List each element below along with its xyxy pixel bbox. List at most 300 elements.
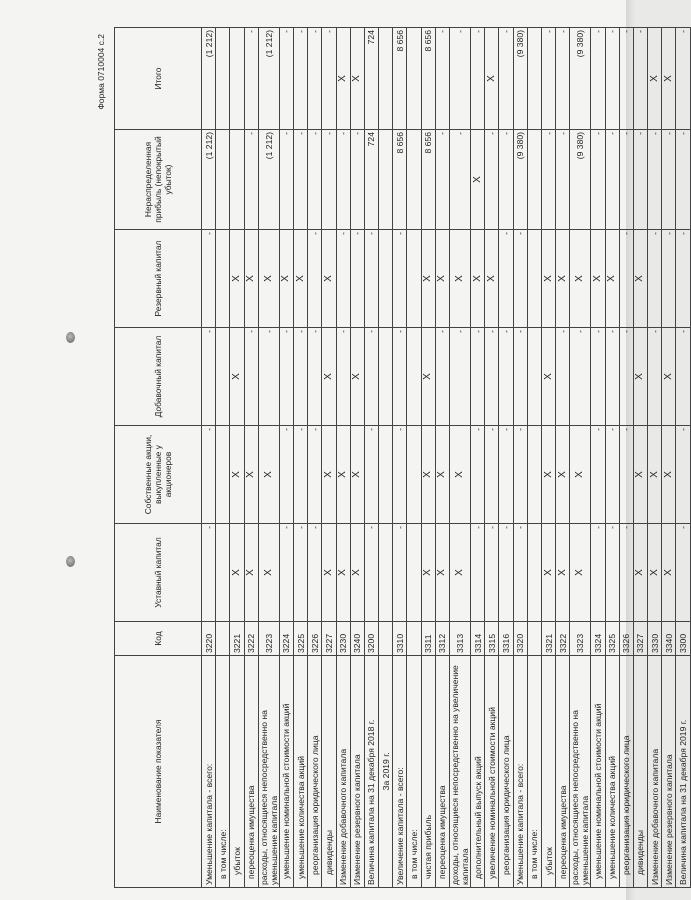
- row-value: X: [633, 426, 647, 524]
- row-value: -: [293, 28, 307, 130]
- row-name: Величина капитала на 31 декабря 2019 г.: [676, 656, 690, 888]
- row-code: 3230: [336, 622, 350, 656]
- table-row: [322, 28, 336, 888]
- table-row: [499, 28, 513, 888]
- row-name: чистая прибыль: [421, 656, 435, 888]
- row-value: -: [293, 524, 307, 622]
- row-value: [527, 426, 541, 524]
- row-value: X: [485, 230, 499, 328]
- row-value: -: [435, 328, 449, 426]
- row-value: [216, 328, 230, 426]
- row-value: -: [556, 130, 570, 230]
- table-row: [485, 28, 499, 888]
- row-value: -: [336, 328, 350, 426]
- row-value: -: [499, 28, 513, 130]
- row-value: -: [279, 28, 293, 130]
- row-name: Уменьшение капитала - всего:: [202, 656, 216, 888]
- row-value: X: [244, 426, 258, 524]
- row-value: -: [322, 130, 336, 230]
- row-value: -: [619, 328, 633, 426]
- row-value: [379, 426, 393, 524]
- row-value: -: [393, 328, 407, 426]
- row-value: -: [556, 328, 570, 426]
- row-value: X: [450, 230, 471, 328]
- row-value: -: [676, 230, 690, 328]
- row-value: [379, 130, 393, 230]
- row-code: 3326: [619, 622, 633, 656]
- row-value: -: [499, 426, 513, 524]
- row-value: 724: [364, 130, 378, 230]
- row-code: 3227: [322, 622, 336, 656]
- row-value: X: [258, 524, 279, 622]
- row-value: X: [541, 328, 555, 426]
- row-value: X: [556, 426, 570, 524]
- row-value: -: [499, 130, 513, 230]
- row-name: дополнительный выпуск акций: [471, 656, 485, 888]
- row-value: [407, 328, 421, 426]
- table-row: [407, 28, 421, 888]
- row-value: X: [350, 426, 364, 524]
- rotated-table-wrapper: [96, 28, 689, 888]
- row-name: реорганизация юридического лица: [499, 656, 513, 888]
- row-value: -: [485, 130, 499, 230]
- row-value: X: [258, 426, 279, 524]
- row-value: -: [308, 524, 322, 622]
- row-value: [379, 328, 393, 426]
- row-value: X: [350, 28, 364, 130]
- row-name: Увеличение капитала - всего:: [393, 656, 407, 888]
- row-code: 3225: [293, 622, 307, 656]
- table-row: [336, 28, 350, 888]
- row-value: -: [605, 28, 619, 130]
- row-value: (1 212): [258, 130, 279, 230]
- row-value: -: [364, 524, 378, 622]
- row-value: [216, 426, 230, 524]
- table-row: [676, 28, 690, 888]
- row-value: -: [605, 524, 619, 622]
- header-share-capital: Уставный капитал: [115, 524, 202, 622]
- row-name: дивиденды: [633, 656, 647, 888]
- row-code: 3221: [230, 622, 244, 656]
- row-value: X: [633, 524, 647, 622]
- row-code: 3240: [350, 622, 364, 656]
- row-value: X: [322, 426, 336, 524]
- row-value: 724: [364, 28, 378, 130]
- row-value: X: [471, 230, 485, 328]
- table-row: [279, 28, 293, 888]
- row-value: -: [485, 328, 499, 426]
- row-value: -: [676, 524, 690, 622]
- row-value: -: [591, 426, 605, 524]
- row-value: X: [556, 230, 570, 328]
- row-value: X: [556, 524, 570, 622]
- row-value: X: [541, 426, 555, 524]
- row-code: 3200: [364, 622, 378, 656]
- row-value: -: [279, 328, 293, 426]
- row-value: -: [591, 524, 605, 622]
- row-value: -: [450, 130, 471, 230]
- row-name: Изменение добавочного капитала: [336, 656, 350, 888]
- table-row: [216, 28, 230, 888]
- punch-hole: [66, 332, 75, 343]
- row-value: X: [421, 524, 435, 622]
- table-row: [633, 28, 647, 888]
- row-value: [407, 230, 421, 328]
- row-value: -: [619, 426, 633, 524]
- table-row: [308, 28, 322, 888]
- table-row: [662, 28, 676, 888]
- row-value: X: [322, 524, 336, 622]
- row-value: -: [308, 328, 322, 426]
- row-value: -: [499, 328, 513, 426]
- row-value: [527, 230, 541, 328]
- row-value: [407, 426, 421, 524]
- row-value: -: [605, 328, 619, 426]
- row-value: X: [591, 230, 605, 328]
- row-value: [216, 130, 230, 230]
- row-value: -: [336, 230, 350, 328]
- row-value: X: [541, 524, 555, 622]
- row-code: 3316: [499, 622, 513, 656]
- header-name: Наименование показателя: [115, 656, 202, 888]
- row-value: -: [279, 130, 293, 230]
- table-row: [435, 28, 449, 888]
- row-name: Величина капитала на 31 декабря 2018 г.: [364, 656, 378, 888]
- table-row: [450, 28, 471, 888]
- row-name: Изменение резервного капитала: [662, 656, 676, 888]
- row-value: -: [648, 130, 662, 230]
- row-value: -: [485, 524, 499, 622]
- row-value: -: [648, 328, 662, 426]
- row-value: X: [258, 230, 279, 328]
- row-value: [216, 524, 230, 622]
- row-value: -: [308, 426, 322, 524]
- row-code: 3315: [485, 622, 499, 656]
- row-name: убыток: [541, 656, 555, 888]
- row-value: X: [435, 230, 449, 328]
- row-value: (9 380): [570, 130, 591, 230]
- table-row: [541, 28, 555, 888]
- row-value: X: [662, 426, 676, 524]
- table-row: [364, 28, 378, 888]
- row-name: расходы, относящиеся непосредственно на уменьшение капитала: [570, 656, 591, 888]
- row-value: -: [350, 130, 364, 230]
- row-value: X: [421, 426, 435, 524]
- row-code: 3300: [676, 622, 690, 656]
- row-value: X: [605, 230, 619, 328]
- row-value: -: [393, 426, 407, 524]
- row-value: -: [364, 426, 378, 524]
- table-row: [556, 28, 570, 888]
- row-value: -: [293, 130, 307, 230]
- row-code: 3224: [279, 622, 293, 656]
- row-code: 3340: [662, 622, 676, 656]
- row-value: -: [308, 28, 322, 130]
- row-value: X: [322, 230, 336, 328]
- table-row: [421, 28, 435, 888]
- row-value: X: [230, 426, 244, 524]
- table-row: [244, 28, 258, 888]
- header-reserve-capital: Резервный капитал: [115, 230, 202, 328]
- row-value: X: [230, 230, 244, 328]
- row-value: [527, 130, 541, 230]
- row-name: реорганизация юридического лица: [619, 656, 633, 888]
- row-name: дивиденды: [322, 656, 336, 888]
- row-value: 8 656: [393, 130, 407, 230]
- row-value: [527, 524, 541, 622]
- row-value: [379, 230, 393, 328]
- row-value: -: [435, 28, 449, 130]
- row-value: -: [676, 28, 690, 130]
- row-code: 3223: [258, 622, 279, 656]
- row-value: [230, 28, 244, 130]
- row-value: [216, 28, 230, 130]
- row-value: 8 656: [421, 130, 435, 230]
- capital-changes-table: [114, 27, 691, 888]
- row-value: (1 212): [202, 28, 216, 130]
- row-value: -: [308, 230, 322, 328]
- table-row: [605, 28, 619, 888]
- row-name: переоценка имущества: [244, 656, 258, 888]
- row-name: в том числе:: [407, 656, 421, 888]
- row-value: -: [513, 230, 527, 328]
- row-value: -: [393, 524, 407, 622]
- row-value: -: [676, 328, 690, 426]
- row-value: -: [633, 28, 647, 130]
- row-value: X: [230, 524, 244, 622]
- row-value: -: [591, 328, 605, 426]
- row-value: X: [293, 230, 307, 328]
- row-value: -: [676, 426, 690, 524]
- row-value: -: [556, 28, 570, 130]
- row-name: Уменьшение капитала - всего:: [513, 656, 527, 888]
- table-header-row: [115, 28, 202, 888]
- table-row: [230, 28, 244, 888]
- header-code: Код: [115, 622, 202, 656]
- row-value: -: [244, 130, 258, 230]
- row-value: -: [513, 328, 527, 426]
- row-name: переоценка имущества: [556, 656, 570, 888]
- row-value: -: [662, 230, 676, 328]
- row-code: 3330: [648, 622, 662, 656]
- header-total: Итого: [115, 28, 202, 130]
- row-value: [527, 28, 541, 130]
- row-code: 3226: [308, 622, 322, 656]
- table-row: [527, 28, 541, 888]
- row-value: (1 212): [202, 130, 216, 230]
- row-value: X: [633, 230, 647, 328]
- row-value: 8 656: [421, 28, 435, 130]
- row-value: -: [308, 130, 322, 230]
- row-value: -: [279, 524, 293, 622]
- table-row: [570, 28, 591, 888]
- row-value: -: [293, 426, 307, 524]
- row-value: -: [541, 130, 555, 230]
- row-value: X: [336, 426, 350, 524]
- row-value: -: [619, 28, 633, 130]
- row-value: (9 380): [570, 28, 591, 130]
- table-row: [293, 28, 307, 888]
- header-additional-capital: Добавочный капитал: [115, 328, 202, 426]
- row-value: -: [676, 130, 690, 230]
- row-value: -: [633, 130, 647, 230]
- row-value: [527, 328, 541, 426]
- row-value: X: [450, 426, 471, 524]
- row-value: -: [471, 28, 485, 130]
- row-value: X: [662, 28, 676, 130]
- row-value: X: [421, 230, 435, 328]
- row-code: 3323: [570, 622, 591, 656]
- row-value: -: [648, 230, 662, 328]
- row-value: X: [421, 328, 435, 426]
- row-value: -: [605, 130, 619, 230]
- row-code: 3222: [244, 622, 258, 656]
- row-code: 3220: [202, 622, 216, 656]
- row-name: увеличение номинальной стоимости акций: [485, 656, 499, 888]
- row-value: -: [471, 426, 485, 524]
- row-value: -: [322, 28, 336, 130]
- punch-hole: [66, 556, 75, 567]
- row-value: [407, 524, 421, 622]
- row-value: -: [450, 28, 471, 130]
- row-name: доходы, относящиеся непосредственно на увеличение капитала: [450, 656, 471, 888]
- row-code: 3324: [591, 622, 605, 656]
- table-row: [202, 28, 216, 888]
- row-value: -: [605, 426, 619, 524]
- table-row: [648, 28, 662, 888]
- row-value: -: [336, 130, 350, 230]
- row-code: 3321: [541, 622, 555, 656]
- row-value: X: [322, 328, 336, 426]
- row-value: -: [202, 426, 216, 524]
- table-row: [591, 28, 605, 888]
- row-name: переоценка имущества: [435, 656, 449, 888]
- row-code: 3322: [556, 622, 570, 656]
- row-value: (9 380): [513, 130, 527, 230]
- row-name: реорганизация юридического лица: [308, 656, 322, 888]
- row-value: X: [648, 426, 662, 524]
- row-value: X: [336, 28, 350, 130]
- row-value: X: [450, 524, 471, 622]
- row-value: X: [662, 524, 676, 622]
- row-code: 3314: [471, 622, 485, 656]
- row-code: 3320: [513, 622, 527, 656]
- row-code: 3311: [421, 622, 435, 656]
- table-row: [513, 28, 527, 888]
- row-value: -: [202, 328, 216, 426]
- row-value: X: [435, 426, 449, 524]
- table-row: [350, 28, 364, 888]
- row-name: в том числе:: [216, 656, 230, 888]
- row-value: -: [499, 524, 513, 622]
- row-name: Изменение резервного капитала: [350, 656, 364, 888]
- row-value: X: [435, 524, 449, 622]
- row-value: X: [648, 524, 662, 622]
- row-code: 3325: [605, 622, 619, 656]
- row-value: X: [350, 524, 364, 622]
- row-value: -: [513, 426, 527, 524]
- row-value: -: [364, 328, 378, 426]
- row-value: X: [570, 524, 591, 622]
- row-value: X: [485, 28, 499, 130]
- row-value: X: [648, 28, 662, 130]
- row-code: [527, 622, 541, 656]
- table-row: [471, 28, 485, 888]
- row-value: X: [230, 328, 244, 426]
- row-value: -: [393, 230, 407, 328]
- row-name: уменьшение количества акций: [605, 656, 619, 888]
- table-row: [619, 28, 633, 888]
- row-value: [407, 130, 421, 230]
- row-value: X: [662, 328, 676, 426]
- row-value: -: [591, 28, 605, 130]
- row-value: X: [336, 524, 350, 622]
- row-name: уменьшение номинальной стоимости акций: [279, 656, 293, 888]
- row-value: [216, 230, 230, 328]
- row-value: X: [350, 328, 364, 426]
- row-value: -: [541, 28, 555, 130]
- row-value: X: [633, 328, 647, 426]
- row-name: в том числе:: [527, 656, 541, 888]
- row-value: X: [541, 230, 555, 328]
- row-value: (9 380): [513, 28, 527, 130]
- row-name: уменьшение номинальной стоимости акций: [591, 656, 605, 888]
- row-value: -: [591, 130, 605, 230]
- row-value: -: [350, 230, 364, 328]
- row-value: -: [435, 130, 449, 230]
- table-row: [393, 28, 407, 888]
- row-value: -: [570, 328, 591, 426]
- row-value: X: [471, 130, 485, 230]
- row-value: [407, 28, 421, 130]
- row-value: -: [279, 426, 293, 524]
- row-code: 3312: [435, 622, 449, 656]
- row-value: -: [499, 230, 513, 328]
- row-name: уменьшение количества акций: [293, 656, 307, 888]
- row-value: -: [662, 130, 676, 230]
- row-value: X: [244, 524, 258, 622]
- row-value: -: [619, 524, 633, 622]
- row-value: -: [202, 524, 216, 622]
- row-value: -: [471, 524, 485, 622]
- row-value: -: [244, 28, 258, 130]
- header-treasury-shares: Собственные акции, выкупленные у акционеров: [115, 426, 202, 524]
- row-code: [379, 622, 393, 656]
- table-row: [258, 28, 279, 888]
- row-name: За 2019 г.: [379, 656, 393, 888]
- row-code: 3327: [633, 622, 647, 656]
- form-label: Форма 0710004 с.2: [96, 34, 106, 110]
- row-code: [216, 622, 230, 656]
- row-value: -: [619, 130, 633, 230]
- row-value: -: [202, 230, 216, 328]
- row-value: -: [485, 426, 499, 524]
- row-value: X: [570, 426, 591, 524]
- row-name: убыток: [230, 656, 244, 888]
- row-value: [230, 130, 244, 230]
- row-value: -: [471, 328, 485, 426]
- row-value: -: [450, 328, 471, 426]
- row-value: [379, 28, 393, 130]
- row-value: 8 656: [393, 28, 407, 130]
- row-code: 3310: [393, 622, 407, 656]
- row-value: X: [244, 230, 258, 328]
- row-value: [379, 524, 393, 622]
- row-value: -: [258, 328, 279, 426]
- row-value: -: [513, 524, 527, 622]
- table-body: [202, 28, 691, 888]
- row-name: Изменение добавочного капитала: [648, 656, 662, 888]
